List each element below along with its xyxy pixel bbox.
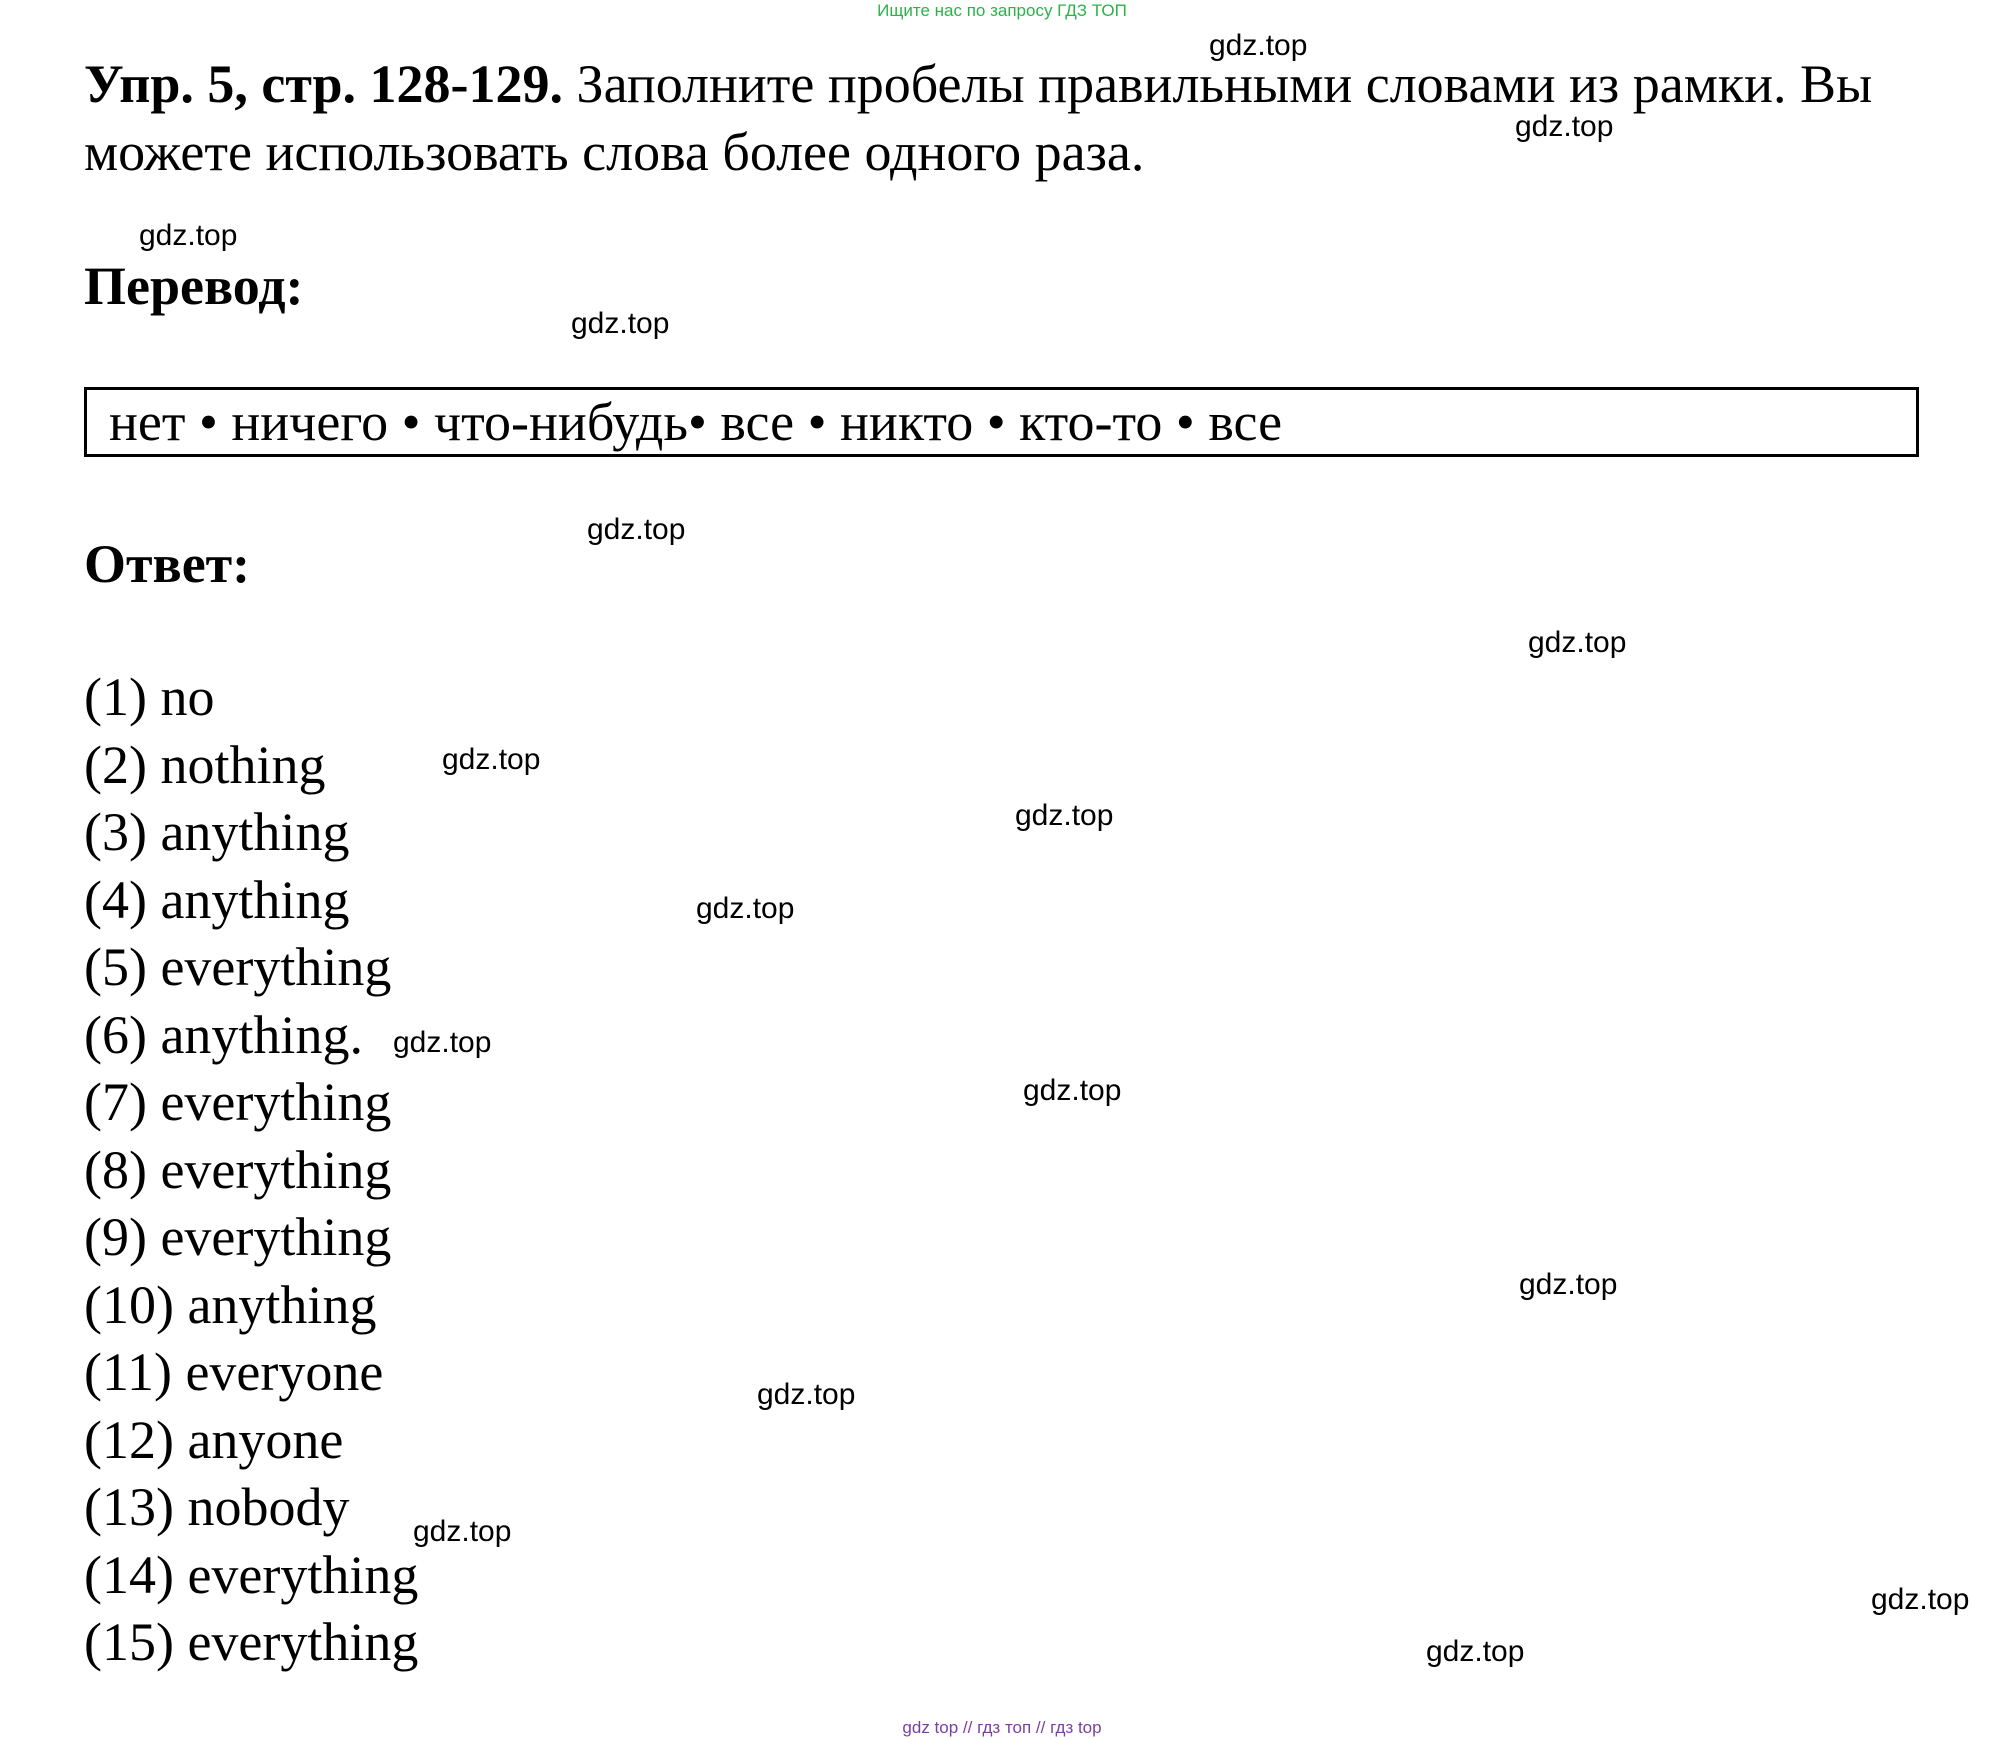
watermark: gdz.top	[413, 1515, 512, 1548]
answer-item: (10) anything	[84, 1274, 377, 1335]
exercise-label: Упр. 5, стр. 128-129.	[84, 54, 564, 114]
answer-heading: Ответ:	[84, 534, 251, 594]
watermark: gdz.top	[1871, 1583, 1970, 1616]
answer-item: (9) everything	[84, 1207, 392, 1267]
watermark: gdz.top	[1519, 1268, 1618, 1301]
word-box-text: нет • ничего • что-нибудь• все • никто • кто-то • все	[109, 392, 1283, 452]
watermark: gdz.top	[757, 1378, 856, 1411]
answer-item: (5) everything	[84, 937, 392, 997]
watermark: gdz.top	[1515, 110, 1614, 143]
watermark: gdz.top	[1209, 29, 1308, 62]
answer-item: (6) anything.	[84, 1004, 363, 1065]
watermark: gdz.top	[442, 743, 541, 776]
answer-item: (14) everything	[84, 1544, 419, 1605]
footer: gdz top // гдз топ // гдз top	[902, 1718, 1102, 1737]
answer-item: (2) nothing	[84, 734, 326, 795]
watermark: gdz.top	[587, 513, 686, 546]
answer-item: (13) nobody	[84, 1477, 350, 1537]
translation-heading: Перевод:	[84, 256, 304, 316]
top-banner: Ищите нас по запросу ГДЗ ТОП	[877, 1, 1127, 20]
watermark: gdz.top	[1015, 799, 1114, 832]
watermark: gdz.top	[571, 307, 670, 340]
watermark: gdz.top	[1528, 626, 1627, 659]
watermark: gdz.top	[1426, 1635, 1525, 1668]
answer-item: (1) no	[84, 667, 215, 727]
answer-item: (4) anything	[84, 869, 350, 930]
answer-item: (3) anything	[84, 802, 350, 862]
answer-item: (12) anyone	[84, 1409, 344, 1470]
answer-item: (11) everyone	[84, 1342, 384, 1402]
exercise-title	[84, 50, 1914, 186]
answer-item: (8) everything	[84, 1139, 392, 1200]
answer-list	[84, 664, 418, 1677]
watermark: gdz.top	[393, 1026, 492, 1059]
watermark: gdz.top	[696, 892, 795, 925]
exercise-instruction: Заполните пробелы правильными словами из рамки. Вы можете использовать слова более одного раза.	[84, 54, 1873, 182]
answer-item: (15) everything	[84, 1612, 419, 1672]
watermark: gdz.top	[1023, 1074, 1122, 1107]
word-box	[84, 387, 1919, 457]
watermark: gdz.top	[139, 219, 238, 252]
answer-item: (7) everything	[84, 1072, 392, 1132]
